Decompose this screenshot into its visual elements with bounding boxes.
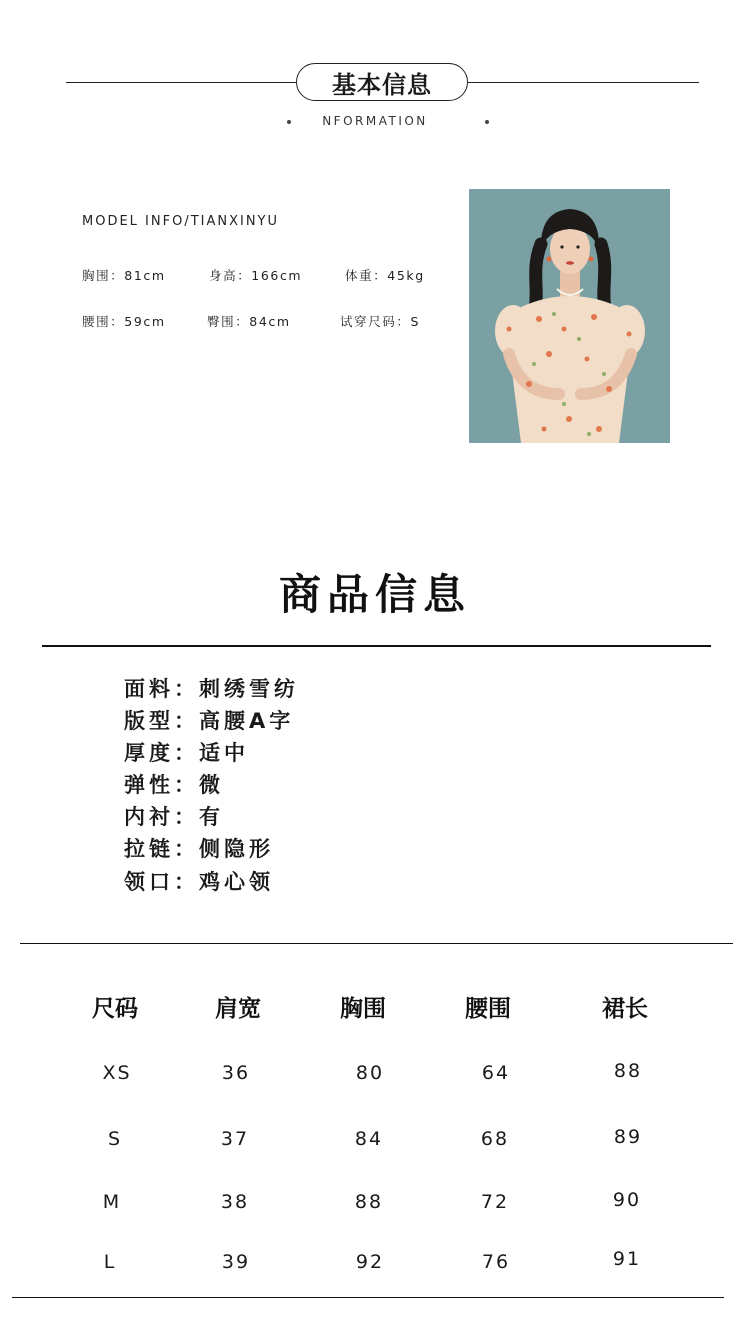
model-hip: 臀围：84cm [207,314,291,329]
header-divider-left [66,82,298,83]
product-divider [42,645,711,647]
basic-info-title: 基本信息 [296,63,468,101]
spec-zipper: 拉链：侧隐形 [124,837,274,861]
table-bottom-divider [12,1297,724,1298]
table-cell: 64 [481,1062,511,1084]
model-size: 试穿尺码：S [340,314,421,329]
table-cell: M [102,1191,122,1213]
table-cell: 88 [354,1191,384,1213]
table-top-divider [20,943,733,944]
bullet-dot-right [485,120,489,124]
table-cell: 88 [613,1060,643,1082]
table-cell: 89 [613,1126,643,1148]
table-cell: XS [102,1062,132,1084]
model-illustration [469,189,670,443]
basic-info-subtitle: NFORMATION [322,114,428,128]
spec-elasticity: 弹性：微 [124,773,224,797]
table-cell: 37 [220,1128,250,1150]
model-weight: 体重：45kg [345,268,425,283]
table-cell: 76 [481,1251,511,1273]
table-cell: 36 [221,1062,251,1084]
table-cell: 80 [355,1062,385,1084]
spec-thickness: 厚度：适中 [124,741,249,765]
table-cell: 90 [612,1189,642,1211]
header-divider-right [468,82,699,83]
table-header-shoulder: 肩宽 [215,996,261,1022]
table-cell: 84 [354,1128,384,1150]
table-cell: 39 [221,1251,251,1273]
table-cell: 91 [612,1248,642,1270]
table-header-length: 裙长 [602,996,648,1022]
spec-neckline: 领口：鸡心领 [124,870,274,894]
model-waist: 腰围：59cm [82,314,166,329]
model-photo [469,189,670,443]
spec-lining: 内衬：有 [124,805,224,829]
model-bust: 胸围：81cm [82,268,166,283]
table-header-bust: 胸围 [340,996,386,1022]
table-header-size: 尺码 [92,996,138,1022]
product-info-title: 商品信息 [278,570,471,619]
spec-fabric: 面料：刺绣雪纺 [124,677,299,701]
table-cell: 38 [220,1191,250,1213]
table-cell: 72 [480,1191,510,1213]
table-header-waist: 腰围 [465,996,511,1022]
table-cell: 92 [355,1251,385,1273]
spec-fit: 版型：高腰A字 [124,709,295,733]
table-cell: 68 [480,1128,510,1150]
table-cell: L [103,1251,117,1273]
model-info-title: MODEL INFO/TIANXINYU [82,214,280,229]
model-height: 身高：166cm [209,268,303,283]
table-cell: S [107,1128,123,1150]
